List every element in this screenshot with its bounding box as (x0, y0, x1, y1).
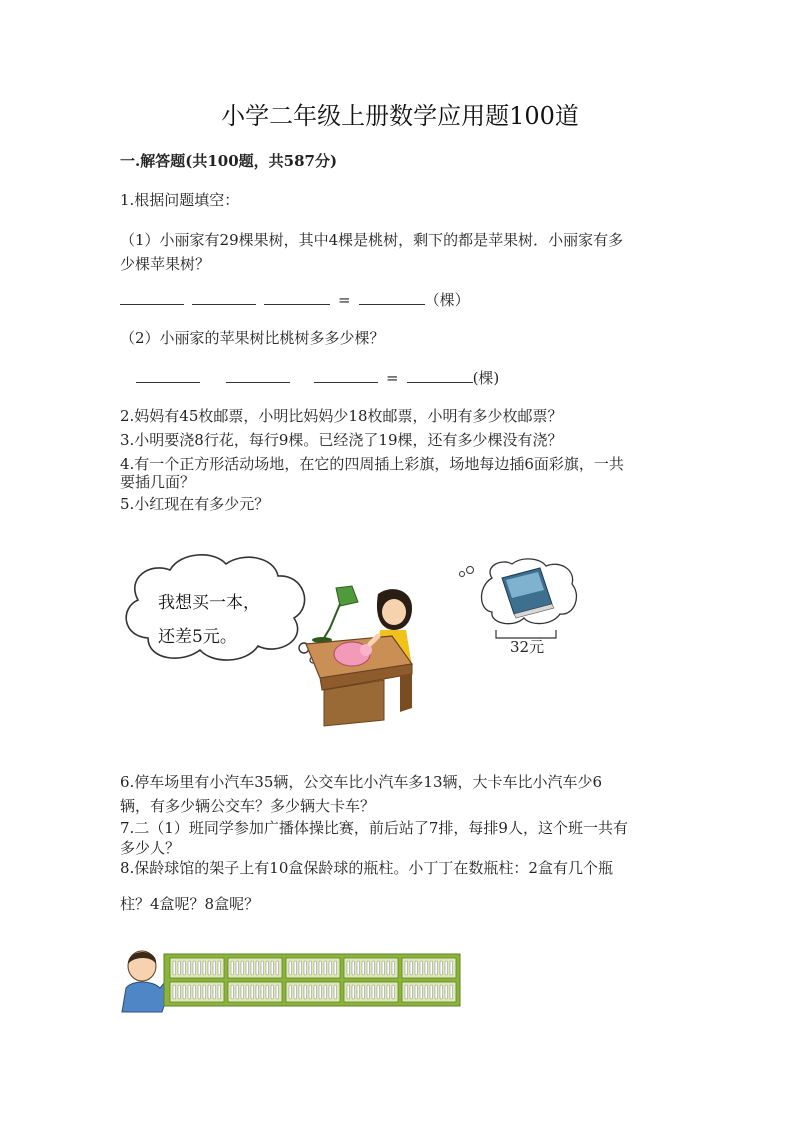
bowling-pin (334, 985, 337, 999)
bowling-pin (435, 985, 438, 999)
answer-blank[interactable] (407, 368, 473, 383)
bowling-pin (445, 985, 448, 999)
bowling-pin (299, 985, 302, 999)
bowling-pin (304, 985, 307, 999)
q1-part2-equation (136, 366, 499, 390)
bowling-pin (357, 985, 360, 999)
bowling-pin (294, 985, 297, 999)
bowling-pin (347, 961, 350, 975)
q6-line2: 辆，有多少辆公交车？多少辆大卡车？ (120, 797, 376, 815)
bowling-pin (193, 961, 196, 975)
bowling-pin (324, 985, 327, 999)
girl-at-desk-illustration (300, 582, 440, 730)
bowling-pin (309, 985, 312, 999)
bowling-pin (420, 961, 423, 975)
bowling-pin (309, 961, 312, 975)
bowling-pin (415, 985, 418, 999)
bowling-pin (382, 985, 385, 999)
q2: 2.妈妈有45枚邮票，小明比妈妈少18枚邮票，小明有多少枚邮票？ (120, 407, 563, 425)
bowling-pin (266, 961, 269, 975)
bowling-pin (430, 985, 433, 999)
bowling-pin (435, 961, 438, 975)
bubble-text-line1: 我想买一本， (158, 593, 260, 613)
section-heading: 一.解答题(共100题，共587分) (120, 152, 338, 170)
bowling-pin (213, 985, 216, 999)
answer-blank[interactable] (264, 290, 330, 305)
bowling-pin (304, 961, 307, 975)
bowling-pin (178, 961, 181, 975)
bowling-pin (410, 985, 413, 999)
bowling-pin (271, 961, 274, 975)
bowling-pin (213, 961, 216, 975)
book-bubble-illustration (456, 556, 582, 632)
bowling-pin (445, 961, 448, 975)
q1-part1-equation (120, 288, 470, 312)
bowling-pin (289, 985, 292, 999)
equals-sign: = (338, 291, 351, 309)
bowling-pin (425, 961, 428, 975)
q3: 3.小明要浇8行花，每行9棵。已经浇了19棵，还有多少棵没有浇？ (120, 431, 563, 449)
q1-stem: 1.根据问题填空： (120, 191, 240, 209)
bowling-pin (193, 985, 196, 999)
bowling-pin (231, 961, 234, 975)
bowling-pin (246, 985, 249, 999)
q4-line2: 要插几面？ (120, 473, 196, 491)
bowling-pin (266, 985, 269, 999)
bowling-pin (410, 961, 413, 975)
bowling-pin (188, 961, 191, 975)
bowling-pin (372, 961, 375, 975)
bowling-pin (276, 985, 279, 999)
bowling-pin (241, 961, 244, 975)
bowling-pin (256, 961, 259, 975)
bowling-pin (218, 985, 221, 999)
bowling-pin (319, 961, 322, 975)
bowling-pin (357, 961, 360, 975)
bowling-pin (392, 985, 395, 999)
answer-blank[interactable] (226, 368, 290, 383)
bowling-pin (440, 985, 443, 999)
equals-sign: = (386, 369, 399, 387)
bowling-pin (324, 961, 327, 975)
bowling-pin (387, 961, 390, 975)
bowling-pin (198, 961, 201, 975)
q5: 5.小红现在有多少元？ (120, 495, 270, 513)
bowling-pin (377, 961, 380, 975)
unit-label: （棵） (424, 291, 470, 309)
q7-line2: 多少人？ (120, 839, 181, 857)
answer-blank[interactable] (120, 290, 184, 305)
bowling-pin (256, 985, 259, 999)
bowling-pin (319, 985, 322, 999)
bowling-pin (392, 961, 395, 975)
q1-part1-line1: （1）小丽家有29棵果树，其中4棵是桃树，剩下的都是苹果树．小丽家有多 (120, 231, 624, 249)
unit-label: (棵) (472, 369, 500, 387)
page-title: 小学二年级上册数学应用题100道 (221, 102, 579, 130)
bowling-pin (382, 961, 385, 975)
bowling-pin (420, 985, 423, 999)
bowling-pin (236, 985, 239, 999)
bowling-pin (430, 961, 433, 975)
bowling-pin (314, 961, 317, 975)
bowling-pin (203, 961, 206, 975)
bowling-pin (198, 985, 201, 999)
bowling-pin (276, 961, 279, 975)
answer-blank[interactable] (359, 290, 425, 305)
bowling-pin (314, 985, 317, 999)
bowling-pin (289, 961, 292, 975)
bowling-pin (415, 961, 418, 975)
answer-blank[interactable] (136, 368, 200, 383)
bowling-pin (251, 961, 254, 975)
bowling-pin (347, 985, 350, 999)
bowling-pin (261, 985, 264, 999)
bowling-pin (367, 961, 370, 975)
bowling-pin (188, 985, 191, 999)
q1-part2: （2）小丽家的苹果树比桃树多多少棵？ (120, 329, 385, 347)
q8-line1: 8.保龄球馆的架子上有10盒保龄球的瓶柱。小丁丁在数瓶柱：2盒有几个瓶 (120, 859, 613, 877)
bowling-pin (236, 961, 239, 975)
bowling-pin (377, 985, 380, 999)
bowling-pin (352, 961, 355, 975)
bowling-pin (450, 961, 453, 975)
bowling-pin (405, 985, 408, 999)
book-price-label: 32元 (510, 638, 545, 656)
q8-line2: 柱？4盒呢？8盒呢？ (120, 895, 260, 913)
bowling-pin (367, 985, 370, 999)
bowling-pin (271, 985, 274, 999)
bowling-pin (405, 961, 408, 975)
bowling-pin (372, 985, 375, 999)
bowling-pin (450, 985, 453, 999)
bowling-pin (173, 961, 176, 975)
bubble-text-line2: 还差5元。 (158, 627, 237, 647)
bowling-pin (352, 985, 355, 999)
bowling-pin (261, 961, 264, 975)
bowling-pin (425, 985, 428, 999)
bowling-pin (241, 985, 244, 999)
bowling-pin (329, 961, 332, 975)
q4-line1: 4.有一个正方形活动场地，在它的四周插上彩旗，场地每边插6面彩旗，一共 (120, 455, 624, 473)
bowling-pin (208, 961, 211, 975)
bowling-pin (178, 985, 181, 999)
bowling-pin (173, 985, 176, 999)
bowling-pin (362, 985, 365, 999)
answer-blank[interactable] (192, 290, 256, 305)
bowling-pin (231, 985, 234, 999)
bowling-pin (246, 961, 249, 975)
bowling-pin (294, 961, 297, 975)
bowling-pin (334, 961, 337, 975)
q7-line1: 7.二（1）班同学参加广播体操比赛，前后站了7排，每排9人，这个班一共有 (120, 819, 628, 837)
bowling-pin (218, 961, 221, 975)
bowling-pin (251, 985, 254, 999)
bowling-pin (208, 985, 211, 999)
answer-blank[interactable] (314, 368, 378, 383)
bowling-rack-illustration (118, 948, 478, 1014)
bowling-pin (387, 985, 390, 999)
bowling-pin (183, 961, 186, 975)
q6-line1: 6.停车场里有小汽车35辆，公交车比小汽车多13辆，大卡车比小汽车少6 (120, 773, 603, 791)
bowling-pin (440, 961, 443, 975)
bowling-pin (183, 985, 186, 999)
bowling-pin (299, 961, 302, 975)
q1-part1-line2: 少棵苹果树？ (120, 255, 211, 273)
bowling-pin (362, 961, 365, 975)
bowling-pin (329, 985, 332, 999)
bowling-pin (203, 985, 206, 999)
